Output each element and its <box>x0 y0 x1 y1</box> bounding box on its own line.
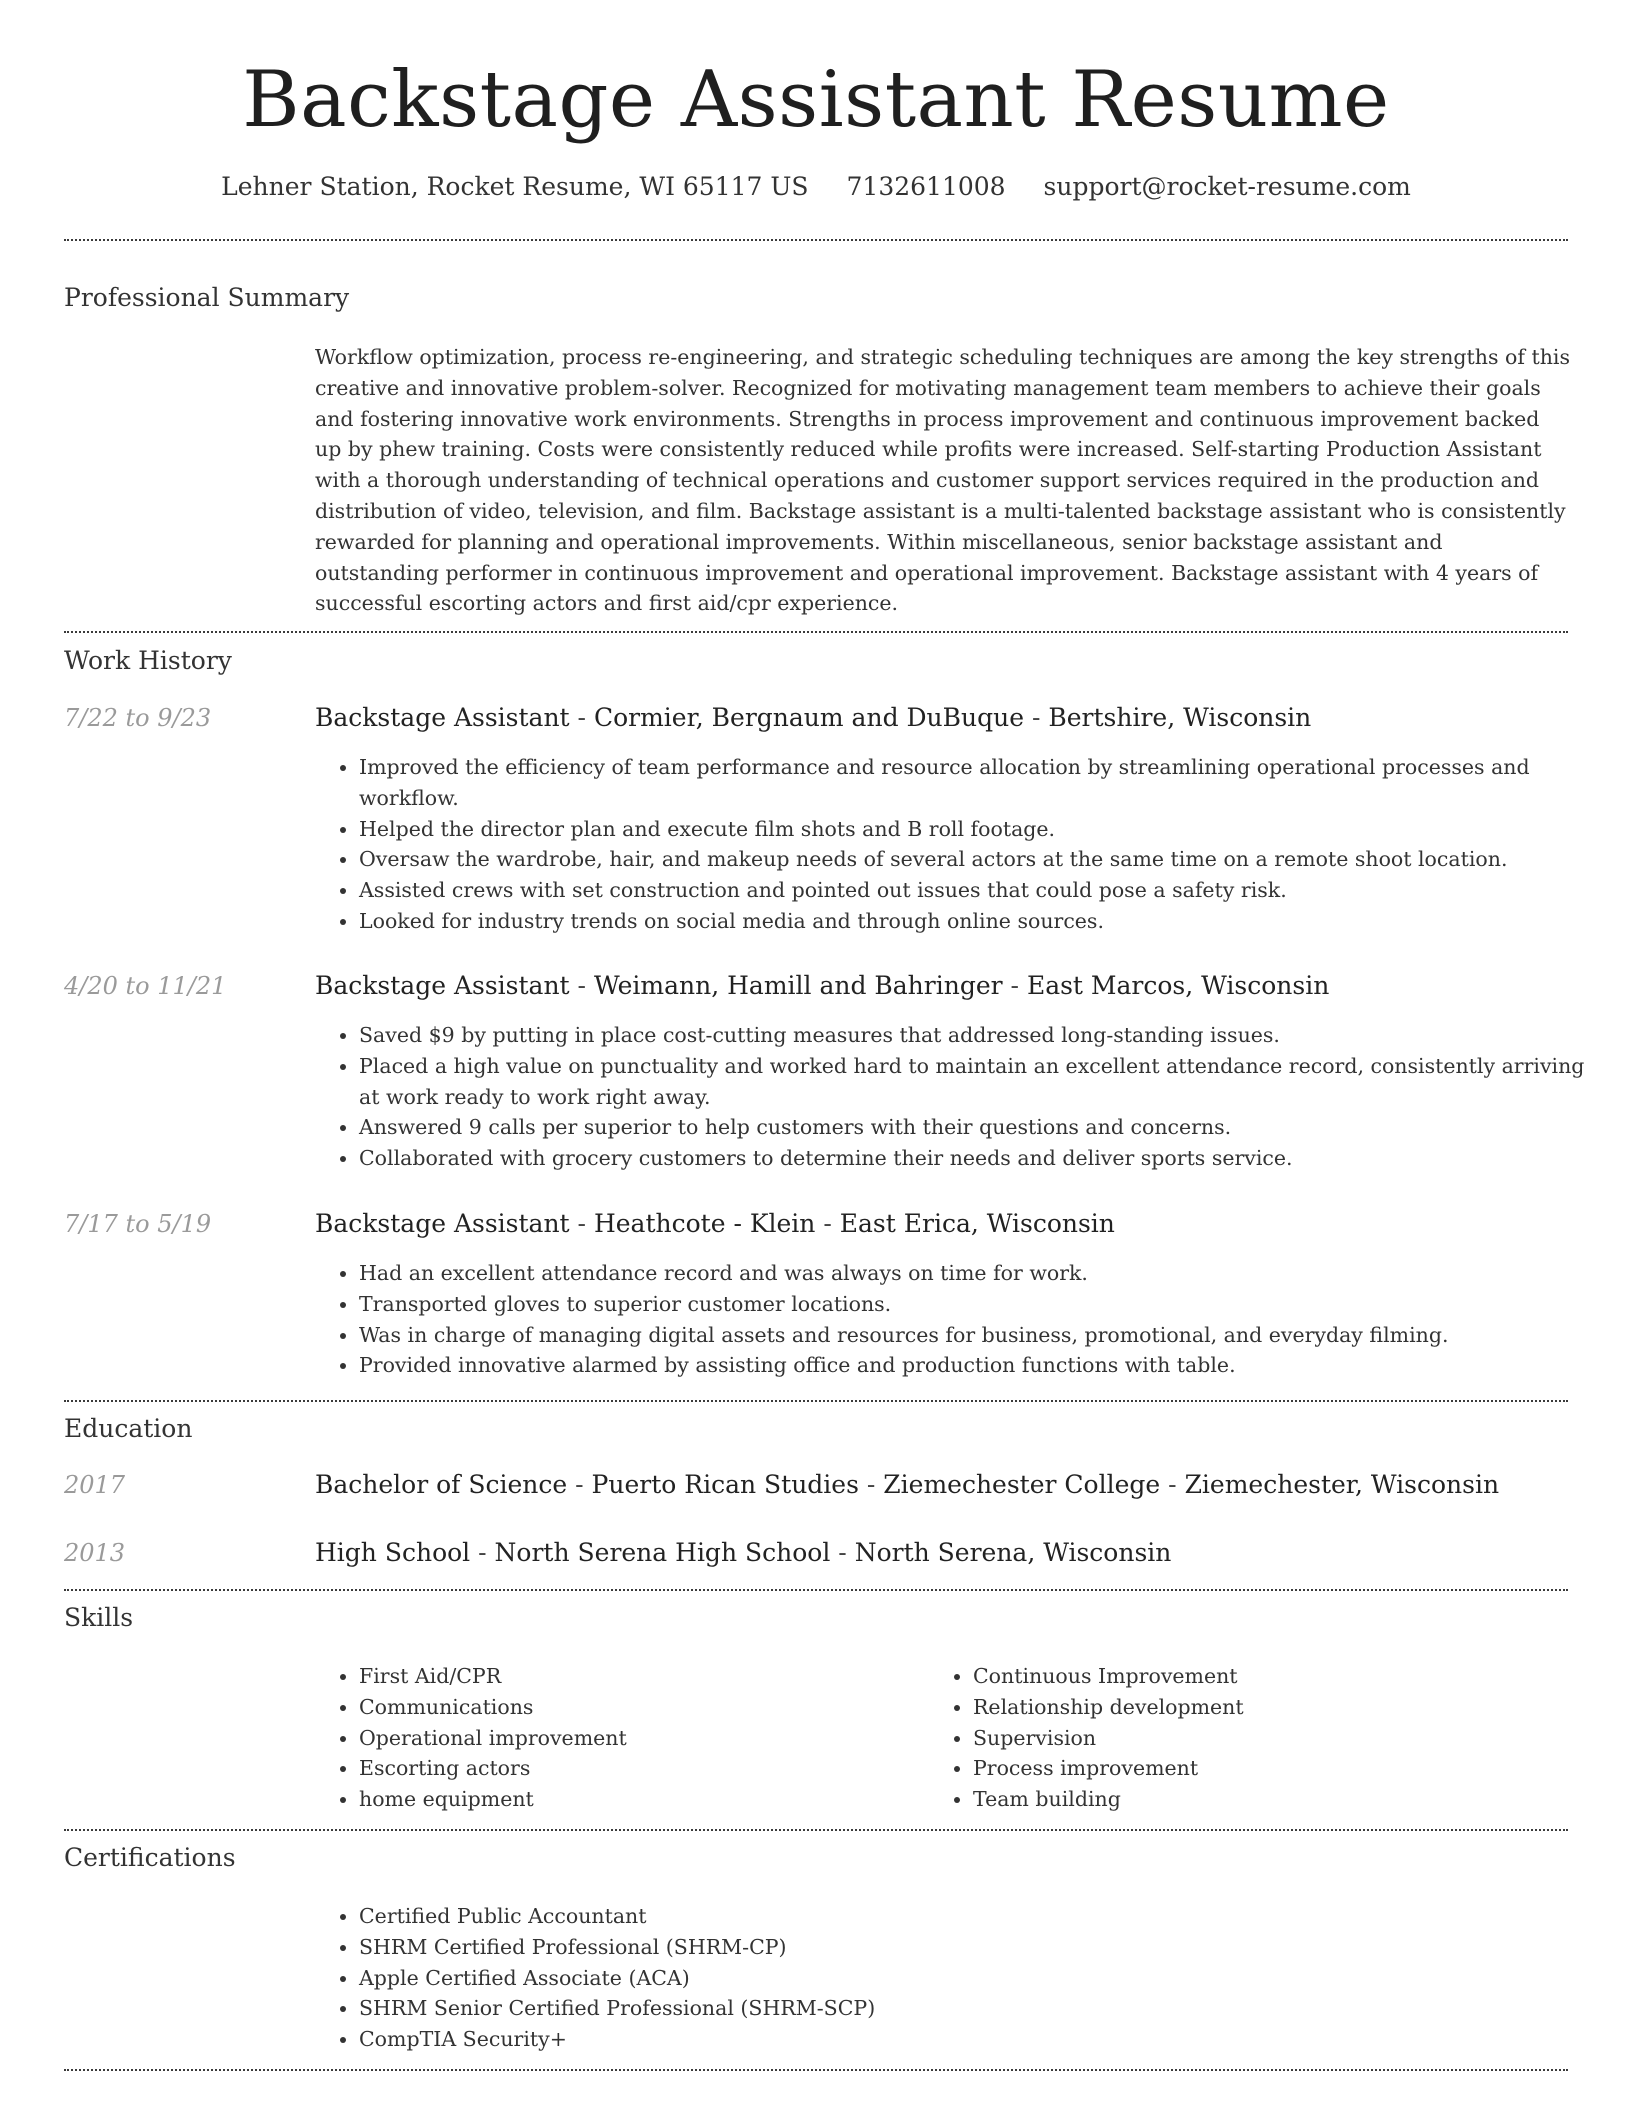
job-company: Heathcote - Klein <box>593 1209 816 1238</box>
job-bullet: • Transported gloves to superior customer locations. <box>359 1289 1599 1320</box>
education-heading: Education <box>64 1414 193 1443</box>
job-header: Backstage Assistant - Heathcote - Klein - East Erica, Wisconsin <box>315 1209 1115 1238</box>
summary-text: Workflow optimization, process re-engineering, and strategic scheduling techniques are among the key strengths of this creative and innovative problem-solver. Recognized for motivating management team members to achieve their goals and fostering innovative work environments. Strengths in process improvement and continuous improvement backed up by phew training. Costs were consistently reduced while profits were increased. Self-starting Production Assistant with a thorough understanding of technical operations and customer support services required in the production and distribution of video, television, and film. Backstage assistant is a multi-talented backstage assistant who is consistently rewarded for planning and operational improvements. Within miscellaneous, senior backstage assistant and outstanding performer in continuous improvement and operational improvement. Backstage assistant with 4 years of successful escorting actors and first aid/cpr experience. <box>315 345 1570 616</box>
job-bullets <box>315 1258 1599 1381</box>
skill-item: • Supervision <box>973 1723 1533 1754</box>
job-title: Backstage Assistant <box>315 971 570 1000</box>
skill-item: • Escorting actors <box>359 1753 919 1784</box>
education-year: 2017 <box>64 1471 126 1499</box>
job-header: Backstage Assistant - Cormier, Bergnaum and DuBuque - Bertshire, Wisconsin <box>315 703 1312 732</box>
section-divider <box>64 1400 1568 1402</box>
skill-item: • home equipment <box>359 1784 919 1815</box>
education-entry: Bachelor of Science - Puerto Rican Studies - Ziemechester College - Ziemechester, Wisconsin <box>315 1470 1500 1499</box>
job-title: Backstage Assistant <box>315 703 570 732</box>
certifications-heading: Certifications <box>64 1843 236 1872</box>
skill-item: • Continuous Improvement <box>973 1661 1533 1692</box>
job-bullet: • Assisted crews with set construction and pointed out issues that could pose a safety risk. <box>359 875 1599 906</box>
resume-title: Backstage Assistant Resume <box>242 55 1390 145</box>
section-divider <box>64 1829 1568 1831</box>
education-school: Ziemechester College <box>883 1470 1161 1499</box>
section-divider <box>64 631 1568 633</box>
job-bullet: • Collaborated with grocery customers to determine their needs and deliver sports service. <box>359 1143 1599 1174</box>
skill-item: • Communications <box>359 1692 919 1723</box>
job-bullets <box>315 752 1599 937</box>
job-bullet: • Placed a high value on punctuality and worked hard to maintain an excellent attendance record, consistently arriving at work ready to work right away. <box>359 1051 1599 1113</box>
skill-item: • Operational improvement <box>359 1723 919 1754</box>
education-year: 2013 <box>64 1539 126 1567</box>
work-history-heading: Work History <box>64 646 232 675</box>
job-bullet: • Was in charge of managing digital assets and resources for business, promotional, and everyday filming. <box>359 1320 1599 1351</box>
skill-item: • Relationship development <box>973 1692 1533 1723</box>
contact-phone: 7132611008 <box>846 172 1006 201</box>
job-bullet: • Had an excellent attendance record and was always on time for work. <box>359 1258 1599 1289</box>
section-divider <box>64 239 1568 241</box>
education-school: North Serena High School <box>494 1538 831 1567</box>
education-location: Ziemechester, Wisconsin <box>1184 1470 1500 1499</box>
skill-item: • First Aid/CPR <box>359 1661 919 1692</box>
job-dates: 4/20 to 11/21 <box>64 972 227 1000</box>
skills-list-right <box>929 1661 1533 1815</box>
job-bullet: • Saved $9 by putting in place cost-cutting measures that addressed long-standing issues. <box>359 1020 1599 1051</box>
education-degree: Bachelor of Science <box>315 1470 568 1499</box>
summary-heading: Professional Summary <box>64 283 350 312</box>
job-bullets <box>315 1020 1599 1174</box>
education-field: Puerto Rican Studies <box>591 1470 859 1499</box>
job-dates: 7/22 to 9/23 <box>64 704 212 732</box>
job-dates: 7/17 to 5/19 <box>64 1210 212 1238</box>
certification-item: • SHRM Senior Certified Professional (SHRM-SCP) <box>359 1993 1259 2024</box>
job-bullet: • Improved the efficiency of team performance and resource allocation by streamlining operational processes and workflow. <box>359 752 1599 814</box>
certification-item: • CompTIA Security+ <box>359 2024 1259 2055</box>
skills-heading: Skills <box>64 1603 134 1632</box>
job-header: Backstage Assistant - Weimann, Hamill and Bahringer - East Marcos, Wisconsin <box>315 971 1330 1000</box>
job-location: East Marcos, Wisconsin <box>1026 971 1330 1000</box>
certifications-list <box>315 1901 1259 2055</box>
certification-item: • Apple Certified Associate (ACA) <box>359 1963 1259 1994</box>
job-company: Weimann, Hamill and Bahringer <box>593 971 1003 1000</box>
contact-line <box>0 170 1632 204</box>
job-bullet: • Oversaw the wardrobe, hair, and makeup needs of several actors at the same time on a remote shoot location. <box>359 844 1599 875</box>
job-location: East Erica, Wisconsin <box>839 1209 1115 1238</box>
contact-address: Lehner Station, Rocket Resume, WI 65117 US <box>221 172 809 201</box>
education-location: North Serena, Wisconsin <box>854 1538 1172 1567</box>
section-divider <box>64 2069 1568 2071</box>
education-degree: High School <box>315 1538 471 1567</box>
job-bullet: • Looked for industry trends on social media and through online sources. <box>359 906 1599 937</box>
skill-item: • Team building <box>973 1784 1533 1815</box>
section-divider <box>64 1589 1568 1591</box>
job-location: Bertshire, Wisconsin <box>1048 703 1312 732</box>
education-entry: High School - North Serena High School - North Serena, Wisconsin <box>315 1538 1172 1567</box>
job-bullet: • Helped the director plan and execute film shots and B roll footage. <box>359 814 1599 845</box>
job-company: Cormier, Bergnaum and DuBuque <box>593 703 1025 732</box>
contact-email: support@rocket-resume.com <box>1043 172 1411 201</box>
skills-list-left <box>315 1661 919 1815</box>
certification-item: • SHRM Certified Professional (SHRM-CP) <box>359 1932 1259 1963</box>
skill-item: • Process improvement <box>973 1753 1533 1784</box>
certification-item: • Certified Public Accountant <box>359 1901 1259 1932</box>
job-bullet: • Answered 9 calls per superior to help customers with their questions and concerns. <box>359 1112 1599 1143</box>
job-title: Backstage Assistant <box>315 1209 570 1238</box>
job-bullet: • Provided innovative alarmed by assisting office and production functions with table. <box>359 1350 1599 1381</box>
